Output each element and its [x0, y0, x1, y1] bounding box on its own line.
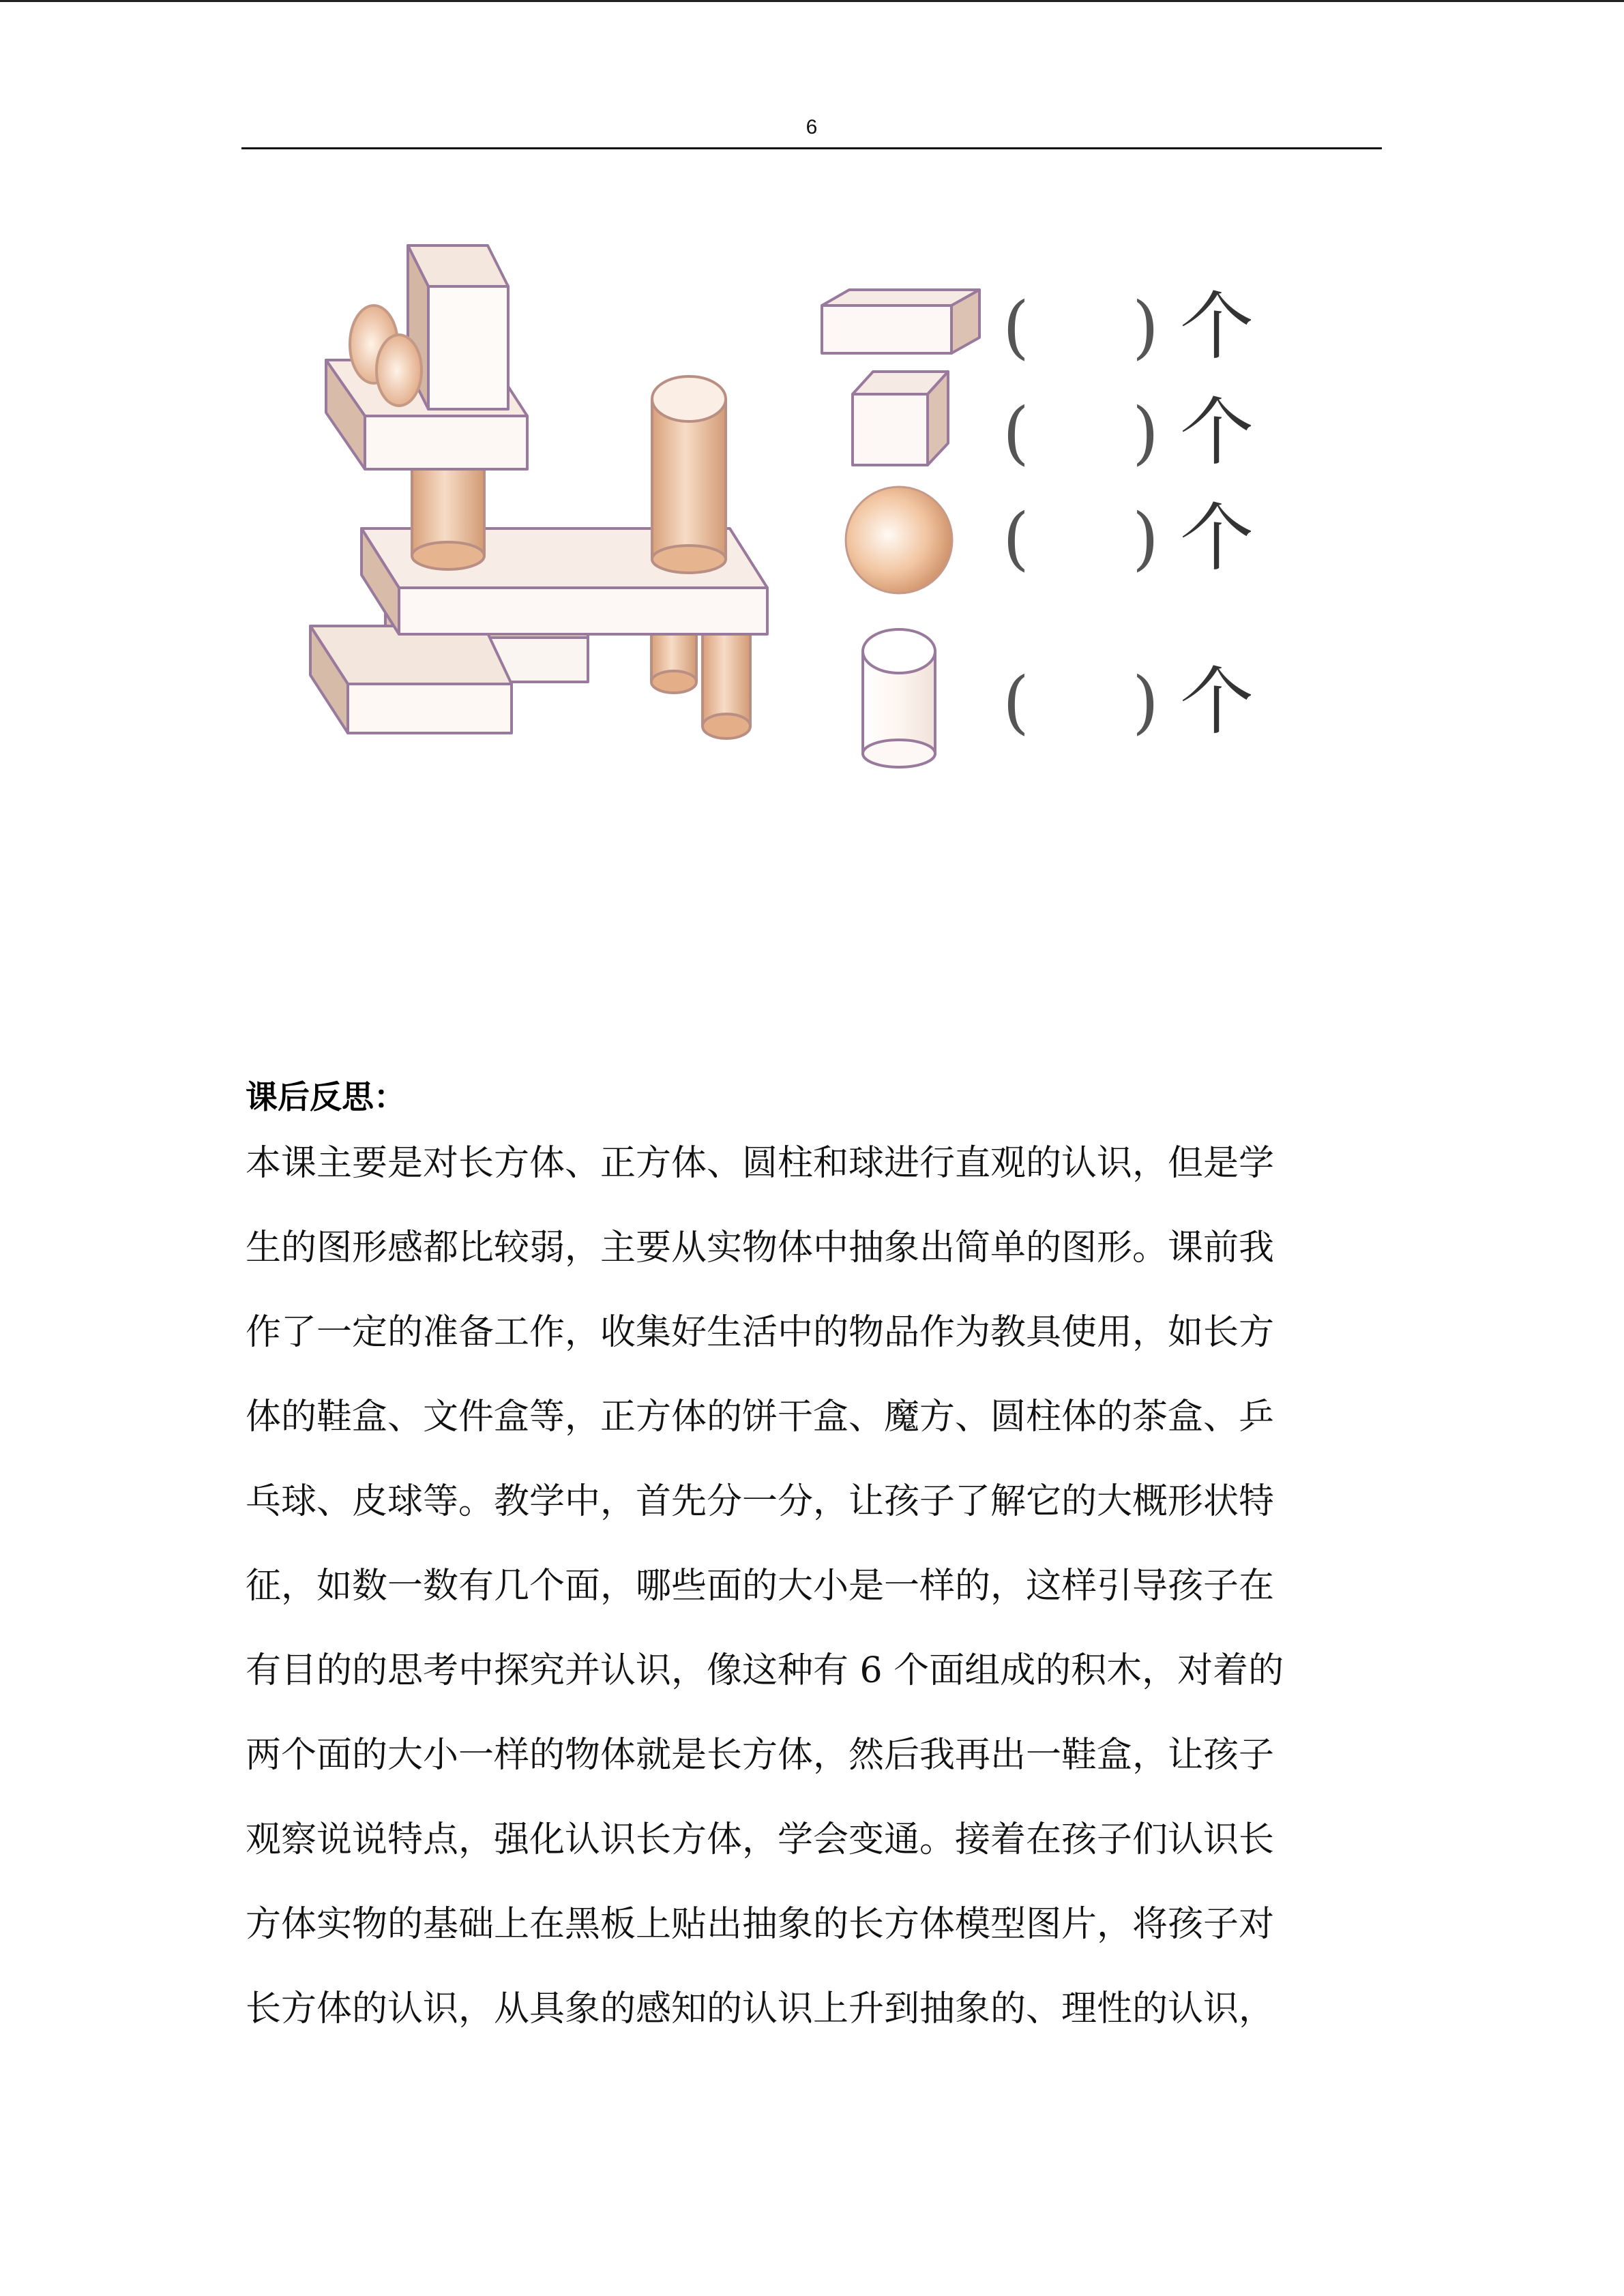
close-paren: ) — [1132, 393, 1160, 473]
body-line: 作了一定的准备工作，收集好生活中的物品作为教具使用，如长方 — [246, 1312, 1275, 1353]
close-paren: ) — [1132, 498, 1160, 578]
unit-label: 个 — [1180, 284, 1254, 370]
tall-cylinder — [652, 376, 726, 573]
unit-label: 个 — [1180, 496, 1254, 581]
body-line: 征，如数一数有几个面，哪些面的大小是一样的，这样引导孩子在 — [246, 1566, 1275, 1607]
answer-row-sphere — [1003, 494, 1254, 583]
open-paren: ( — [1003, 393, 1030, 473]
cube-icon — [853, 372, 948, 465]
unit-label: 个 — [1180, 659, 1254, 745]
unit-label: 个 — [1180, 390, 1254, 475]
body-line: 乓球、皮球等。教学中，首先分一分，让孩子了解它的大概形状特 — [246, 1481, 1275, 1522]
sphere-icon — [846, 487, 952, 593]
body-line: 体的鞋盒、文件盒等，正方体的饼干盒、魔方、圆柱体的茶盒、乒 — [246, 1397, 1275, 1437]
tall-box — [408, 245, 508, 409]
body-line: 观察说说特点，强化认识长方体，学会变通。接着在孩子们认识长 — [246, 1819, 1275, 1860]
cylinder-icon — [863, 629, 935, 767]
block-structure — [310, 245, 767, 739]
body-line: 方体实物的基础上在黑板上贴出抽象的长方体模型图片，将孩子对 — [246, 1904, 1275, 1945]
body-line: 长方体的认识，从具象的感知的认识上升到抽象的、理性的认识， — [246, 1988, 1275, 2029]
body-line: 生的图形感都比较弱，主要从实物体中抽象出简单的图形。课前我 — [246, 1227, 1275, 1268]
egg-front — [377, 335, 422, 406]
open-paren: ( — [1003, 662, 1030, 742]
geometry-figure — [0, 0, 1624, 791]
page-number: 6 — [806, 116, 818, 138]
answer-row-cylinder — [1003, 658, 1254, 747]
body-line: 有目的的思考中探究并认识，像这种有 6 个面组成的积木，对着的 — [246, 1650, 1284, 1691]
bottom-slab-front — [310, 626, 512, 733]
open-paren: ( — [1003, 498, 1030, 578]
open-paren: ( — [1003, 287, 1030, 367]
close-paren: ) — [1132, 287, 1160, 367]
close-paren: ) — [1132, 662, 1160, 742]
body-line: 本课主要是对长方体、正方体、圆柱和球进行直观的认识，但是学 — [246, 1143, 1275, 1184]
reflection-heading: 课后反思： — [246, 1079, 406, 1116]
reflection-body — [246, 1135, 1378, 2066]
cuboid-icon — [822, 290, 979, 353]
answer-row-cuboid — [1003, 283, 1254, 372]
answer-row-cube — [1003, 389, 1254, 477]
body-line: 两个面的大小一样的物体就是长方体，然后我再出一鞋盒，让孩子 — [246, 1735, 1275, 1776]
